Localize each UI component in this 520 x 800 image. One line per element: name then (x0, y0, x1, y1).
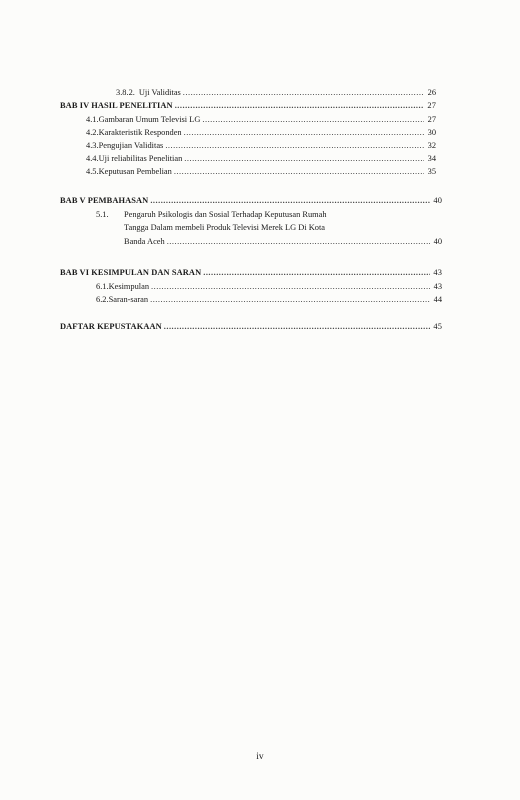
toc-leader-dots (165, 141, 424, 150)
toc-entry-title: Saran-saran (108, 295, 149, 304)
toc-entry-title: Karakteristik Responden (98, 128, 182, 137)
toc-entry-title: Uji Validitas (138, 88, 181, 97)
toc-entry-page: 30 (427, 128, 436, 137)
toc-entry-page: 40 (433, 237, 442, 246)
toc-entry-4-4 (86, 154, 436, 163)
toc-chapter-title: BAB VI KESIMPULAN DAN SARAN (60, 268, 202, 277)
toc-entry-title: Keputusan Pembelian (98, 167, 172, 176)
toc-entry-title: Gambaran Umum Televisi LG (98, 115, 201, 124)
toc-entry-page: 32 (427, 141, 436, 150)
toc-entry-page: 34 (427, 154, 436, 163)
toc-entry-5-1-last-line (124, 237, 442, 246)
toc-entry-4-5 (86, 167, 436, 176)
toc-entry-number: 6.2. (96, 295, 109, 304)
toc-chapter-bab-iv (60, 101, 436, 110)
toc-entry-4-2 (86, 128, 436, 137)
toc-leader-dots (175, 101, 424, 110)
toc-entry-page: 45 (433, 322, 442, 331)
toc-entry-page: 35 (427, 167, 436, 176)
toc-entry-number: 4.1. (86, 115, 99, 124)
toc-entry-number: 4.4. (86, 154, 99, 163)
toc-leader-dots (151, 282, 430, 291)
toc-entry-number: 4.3. (86, 141, 99, 150)
toc-entry-6-1 (96, 282, 442, 291)
toc-chapter-title: BAB V PEMBAHASAN (60, 196, 149, 205)
toc-leader-dots (203, 268, 430, 277)
toc-leader-dots (150, 196, 430, 205)
toc-entry-6-2 (96, 295, 442, 304)
toc-leader-dots (174, 167, 424, 176)
toc-chapter-title: BAB IV HASIL PENELITIAN (60, 101, 173, 110)
toc-chapter-bab-vi (60, 268, 442, 277)
toc-entry-4-1 (86, 115, 436, 124)
toc-chapter-daftar-kepustakaan (60, 322, 442, 331)
toc-entry-title-line-1: Pengaruh Psikologis dan Sosial Terhadap Keputusan Rumah (124, 210, 327, 219)
toc-entry-page: 40 (433, 196, 442, 205)
toc-entry-title: Kesimpulan (108, 282, 150, 291)
page-number: iv (256, 752, 264, 762)
toc-entry-title-line-3: Banda Aceh (124, 237, 165, 246)
toc-leader-dots (183, 88, 424, 97)
toc-entry-page: 43 (433, 282, 442, 291)
toc-chapter-title: DAFTAR KEPUSTAKAAN (60, 322, 162, 331)
toc-entry-number: 3.8.2. (116, 88, 135, 97)
toc-leader-dots (167, 237, 430, 246)
toc-leader-dots (202, 115, 424, 124)
toc-entry-3-8-2 (116, 88, 436, 97)
toc-leader-dots (184, 154, 424, 163)
toc-leader-dots (184, 128, 424, 137)
toc-entry-page: 27 (427, 115, 436, 124)
toc-entry-title: Pengujian Validitas (98, 141, 164, 150)
toc-entry-number: 6.1. (96, 282, 109, 291)
toc-entry-number: 5.1. (96, 210, 109, 219)
toc-entry-title: Uji reliabilitas Penelitian (98, 154, 183, 163)
toc-entry-page: 44 (433, 295, 442, 304)
toc-leader-dots (150, 295, 430, 304)
toc-entry-page: 43 (433, 268, 442, 277)
toc-leader-dots (164, 322, 430, 331)
toc-entry-title-line-2: Tangga Dalam membeli Produk Televisi Merek LG Di Kota (124, 223, 326, 232)
toc-entry-number: 4.2. (86, 128, 99, 137)
toc-chapter-bab-v (60, 196, 442, 205)
toc-entry-page: 26 (427, 88, 436, 97)
toc-entry-4-3 (86, 141, 436, 150)
toc-entry-page: 27 (427, 101, 436, 110)
toc-entry-number: 4.5. (86, 167, 99, 176)
